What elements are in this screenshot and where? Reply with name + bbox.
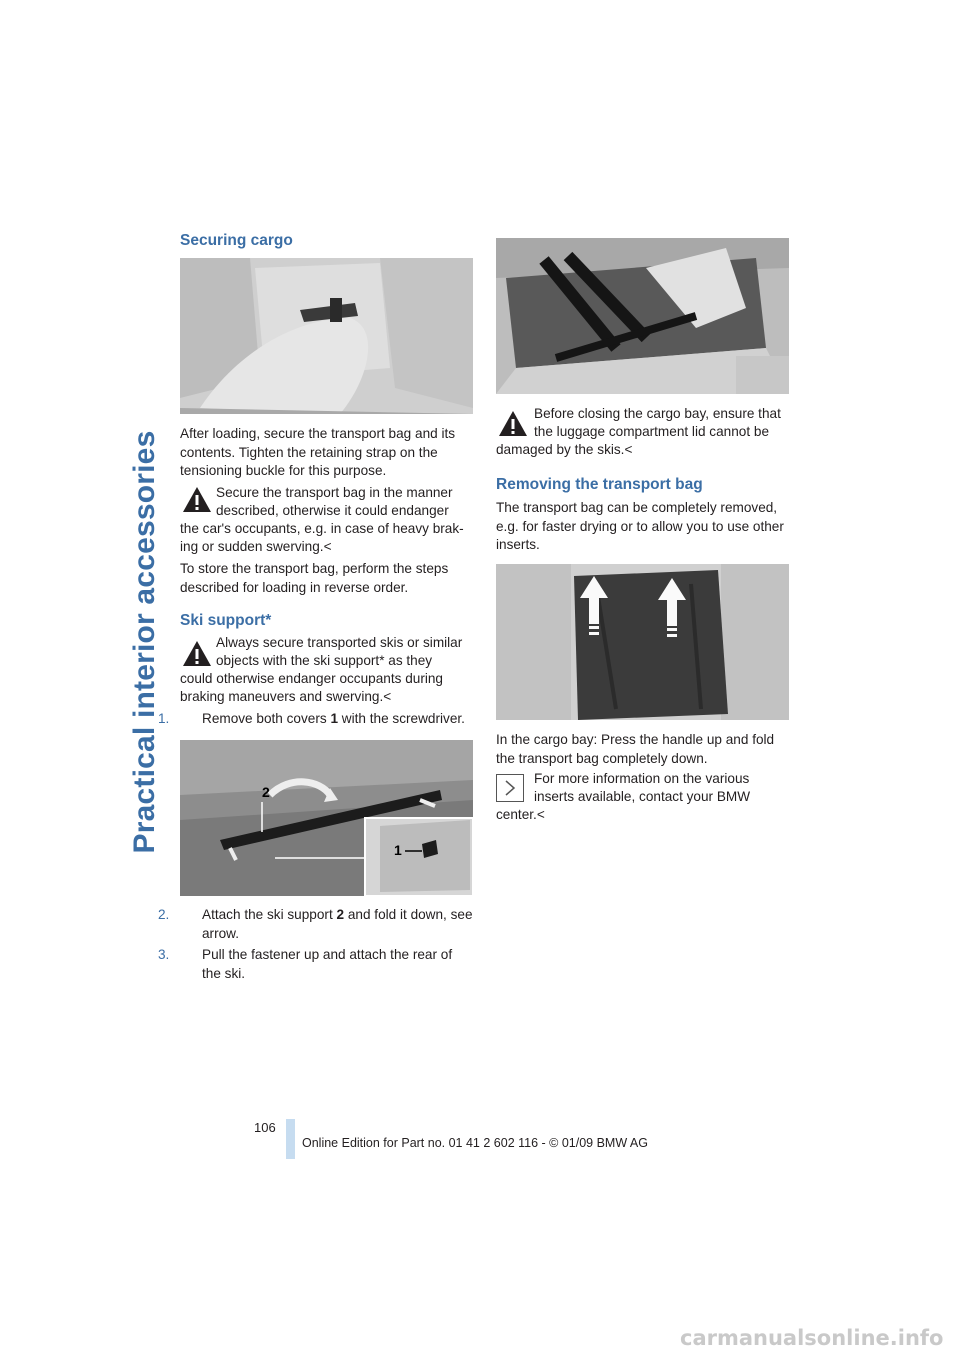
note-line-b: inserts available, contact your BMW xyxy=(534,789,751,804)
warning-1-line-b: described, otherwise it could endanger xyxy=(216,503,449,518)
note-line-a: For more information on the various xyxy=(534,771,750,786)
heading-ski-support: Ski support* xyxy=(180,612,272,629)
figure-transport-bag-fold xyxy=(496,564,789,720)
heading-securing-cargo: Securing cargo xyxy=(180,232,293,249)
warning-3-line-c: damaged by the skis.< xyxy=(496,442,633,457)
warning-3-line-a: Before closing the cargo bay, ensure that xyxy=(534,406,781,421)
warning-triangle-icon xyxy=(182,640,212,667)
step-3: 3. Pull the fastener up and attach the rear of the ski. xyxy=(158,947,453,981)
figure-ski-in-cargo-bay xyxy=(496,238,789,394)
warning-1-line-a: Secure the transport bag in the manner xyxy=(216,485,453,500)
warning-2-line-b: objects with the ski support* as they xyxy=(216,653,433,668)
note-line-c: center.< xyxy=(496,807,545,822)
paragraph-removing: The transport bag can be completely removed, e.g. for faster drying or to allow you to use other inserts. xyxy=(496,500,784,552)
warning-2-line-d: braking maneuvers and swerving.< xyxy=(180,689,392,704)
figure-transport-bag-seat xyxy=(180,258,473,414)
warning-triangle-icon xyxy=(498,410,528,437)
warning-1-line-d: ing or sudden swerving.< xyxy=(180,539,332,554)
warning-1-line-c: the car's occupants, e.g. in case of heavy brak- xyxy=(180,521,464,536)
step-1: 1. Remove both covers 1 with the screwdriver. xyxy=(158,711,465,726)
warning-2-line-c: could otherwise endanger occupants during xyxy=(180,671,443,686)
step-2: 2. Attach the ski support 2 and fold it down, see arrow. xyxy=(158,907,473,941)
page-number: 106 xyxy=(254,1120,276,1135)
warning-3-line-b: the luggage compartment lid cannot be xyxy=(534,424,770,439)
paragraph-cargo-bay: In the cargo bay: Press the handle up and fold the transport bag completely down. xyxy=(496,732,775,766)
figure-label-1: 1 xyxy=(394,842,402,858)
figure-label-2: 2 xyxy=(262,784,270,800)
paragraph-securing: After loading, secure the transport bag and its contents. Tighten the retaining strap on the tensioning buckle for this purpose. xyxy=(180,426,456,478)
watermark: carmanualsonline.info xyxy=(680,1326,944,1350)
heading-removing-bag: Removing the transport bag xyxy=(496,476,703,493)
warning-triangle-icon xyxy=(182,486,212,513)
note-arrow-icon xyxy=(496,774,524,802)
figure-ski-support-cargo xyxy=(180,740,473,896)
warning-2-line-a: Always secure transported skis or similar xyxy=(216,635,463,650)
footer-accent-bar xyxy=(286,1119,295,1159)
section-side-title: Practical interior accessories xyxy=(128,430,161,854)
footer-edition: Online Edition for Part no. 01 41 2 602 116 - © 01/09 BMW AG xyxy=(302,1136,648,1150)
paragraph-store: To store the transport bag, perform the steps described for loading in reverse order. xyxy=(180,561,449,595)
